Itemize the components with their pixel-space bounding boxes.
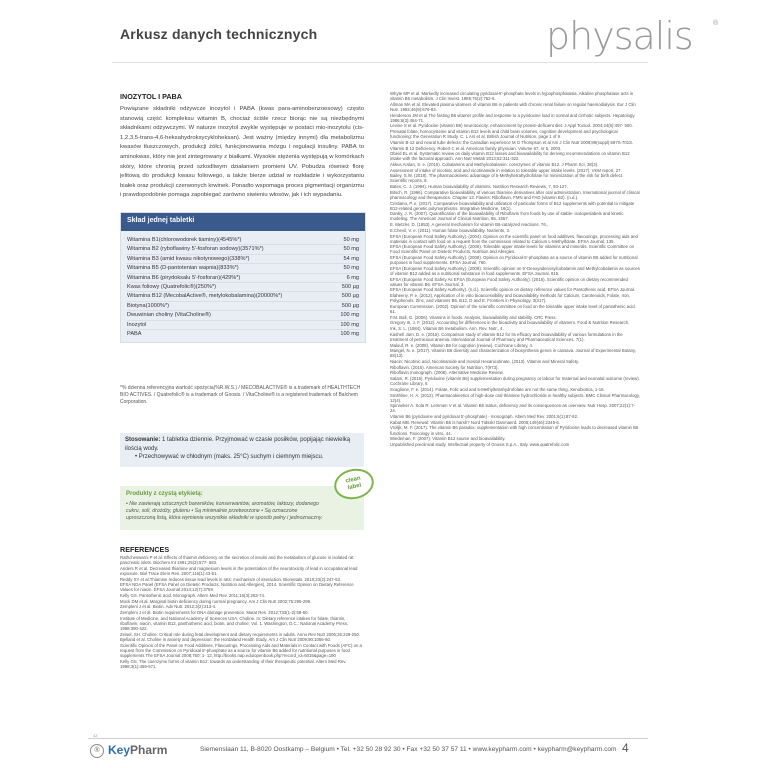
ingredient-amount: 50 mg bbox=[343, 265, 359, 272]
composition-row bbox=[127, 330, 359, 338]
intro-paragraph: Powiązane składniki odżywcze inozytol i PABA (kwas para-aminobenzoesowy) często stanowią część kompleksu witamin B, chociaż ściśle rzecz biorąc nie są niezbędnymi składnikami odżywczymi. W naturze inozytol zwykle występuje w postaci mio-inozytolu (cis-1,2,3,5-trans-4,6-heksahydroksycykloheksan). Jest ważny (między innymi) dla metabolizmu kwasów tłuszczowych, produkcji żółci, funkcjonowania mózgu i regulacji insuliny. PABA to aminokwas, który nie jest zintegrowany z białkami. Wysokie stężenia występują w komórkach skóry, które chronią przed szkodliwym działaniem promieni UV. Pobudza również florę jelitową do produkcji kwasu foliowego, a także bierze udział w rozkładzie i wykorzystaniu białek oraz produkcji czerwonych krwinek. Ponadto wspomaga proces pigmentacji organizmu i prawdopodobnie pomaga zapobiegać zarówno siwieniu włosów, jak i ich wypadaniu. bbox=[120, 106, 364, 199]
reference-item: Bjelland et al. Choline in anxiety and depression: the Hordaland Health Study. Am J Clin Nutr 2009;90:1056-60. bbox=[120, 637, 332, 643]
reference-item: Institute of Medicine, and National Academy of Sciences USA. Choline. In: Dietary reference intakes for folate, thiamin, riboflavin, niacin, vitamin B12, panthothenic acid, biotin, and choline, Vol. 1. Washington, D.C.: National Academy Press, 1998:390-422. bbox=[120, 615, 349, 631]
side-mark: 4Z bbox=[93, 733, 98, 738]
composition-row bbox=[127, 255, 359, 264]
ingredient-name: Biotyna(1000%*) bbox=[127, 302, 169, 309]
reference-item: Niacin: Nicotinic acid, Nicotinamide and Inositol Hexanicotinate. (2013). Vitamin and Mineral Safety. bbox=[390, 359, 579, 364]
ingredient-name: Witamina B1(chlorowodorek tiaminy)(4545%*) bbox=[127, 237, 242, 243]
reference-item: Riboflavin. (2016). American Society for Nutrition, 7(973). bbox=[390, 364, 499, 370]
reference-item: Kabat MB. Renewal: Vitamin B6 is harsh? Nord Tidsskr Danmaerd. 2008;149(46):2345-6. bbox=[390, 419, 560, 425]
reference-item: Akkus Arslan, S. e. (2015). Cobalamins and Methylcobalamin: coenzymes of vitamin B12. J Pharm Sci, 38(3). bbox=[390, 161, 599, 167]
reference-item: EFSA (European Food Safety As EFSA (European Food Safety Authority). (2016). Scientific opinion on dietary recommended values for vitamin B6. EFSA Journal, 3. bbox=[390, 276, 628, 287]
ingredient-amount: 500 µg bbox=[341, 302, 359, 309]
keypharm-logo bbox=[108, 743, 167, 757]
composition-table-body bbox=[121, 231, 365, 342]
ingredient-name: Dwuwinian choliny (VitaCholine®) bbox=[127, 312, 211, 319]
reference-item: EFSA (European Food Safety Authority). (2004). Opinion on the scientific panel on food additives, flavourings, processing aids and materials in contact with food on a request from the commission related to Calcium L-Methylfolate. EFSA Journal, 135. bbox=[390, 233, 638, 244]
reference-item: Scientific Opinion of the Panel on Food Additives, Flavourings, Processing Aids and Materials in Contact with Foods (AFC) on a request from the Commission on Pyridoxal 5'-phosphate as a source for vitamin B6 added for nutritional purposes in food supplements The EFSA Journal 2008;760: 1- 13, http://books.nap.edu/openbook.php?record_id=6015&page=190 bbox=[120, 643, 362, 659]
ingredient-name: Witamina B12 (MecobalActive®, metylokobalamina)(20000%*) bbox=[127, 293, 283, 300]
composition-row bbox=[127, 302, 359, 311]
usage-instructions: 1 tabletka dziennie. Przyjmować w czasie posiłków, popijając niewielką ilością wody. bbox=[125, 437, 351, 452]
reference-item: Vitamin B6 (pyridoxine and pyridoxal 5'-phosphate) - monograph. Altern Med Rev. 2001;6(1):87-92. bbox=[390, 414, 579, 420]
usage-box bbox=[120, 433, 364, 467]
registered-mark: ® bbox=[713, 20, 719, 27]
keypharm-emblem-icon: ® bbox=[90, 744, 104, 758]
page-number: 4 bbox=[622, 741, 629, 755]
ingredient-amount: 50 mg bbox=[343, 246, 359, 253]
ingredient-amount: 100 mg bbox=[340, 312, 359, 319]
reference-item: E.Chevil, V. e. (2011). Human folate bioavailability. Nutrients, 3. bbox=[390, 227, 511, 233]
references-title: REFERENCES bbox=[120, 545, 170, 554]
footer-divider bbox=[88, 738, 648, 739]
reference-item: Elaheeny, P. e. (2012). Application of in vitro bioaccessibility and bioavailability methods for Calcium, Carotenoids, Folate, Iron, Polyphenols, Zinc, and vitamins B6, B12, D and E. Frontiers in Physiology, 3(317). bbox=[390, 293, 631, 304]
reference-item: Kelly GS. Pantothenic acid. Monograph. Altern Med Rev. 2011;16(3):263-74. bbox=[120, 593, 266, 599]
reference-item: Kelly GS. The coenzyme forms of vitamin B12: towards an understanding of their therapeutic potential. Altern Med Rev. 1998;3(1):459-571. bbox=[120, 658, 347, 669]
reference-item: E. Metzler, D. (1953). A general mechanism for vitamin B6-catalyzed reactions. 76., bbox=[390, 222, 549, 228]
reference-item: Assessment of intake of nicotinic acid and nicotinamide in relation to tolerable upper intake levels. (2017). VKM report, 27. bbox=[390, 167, 622, 173]
reference-item: Ink, S. L. (1984). Vitamin B6 metabolism. Ann. Rev. Nutr., 4. bbox=[390, 326, 504, 332]
reference-item: Cristiano, P. e. (2017). Comparative bioavailability and utilization of particular forms of B12 supplements with potential to mitigate B12-related genetic polymorphisms. Integrative Medicine, 16(1). bbox=[390, 200, 635, 211]
reference-item: Reddy SY et al.Thiamine reduces tissue lead levels in rats: mechanism of interaction. Biometals. 2010;23(2):247-53. bbox=[120, 576, 342, 582]
usage-text bbox=[125, 436, 359, 453]
page-title: Arkusz danych technicznych bbox=[120, 26, 318, 42]
reference-item: Vitamin B 12 Deficiency. Robert C et al. American family physician. Volume 67, nr 5, 2003. bbox=[390, 145, 562, 151]
reference-item: Salam, R. (2015). Pyridoxine (vitamin B6) supplementation during pregnancy or labour for maternal and neonatal outcome (review). Cochrane Library, 6. bbox=[390, 376, 640, 387]
ingredient-amount: 6 mg bbox=[346, 274, 359, 281]
storage-text: • Przechowywać w chłodnym (maks. 25°C) suchym i ciemnym miejscu. bbox=[135, 453, 359, 462]
keypharm-logo-pharm: Pharm bbox=[130, 743, 168, 757]
reference-item: Kashefi Jam, D. e. (2015). Comparison study of vitamin B12 for its efficacy and bioavailability of various formulations in the treatment of pernicious anemia. International Journal of Pharmacy and Pharmaceutical Sciences, 7(1). bbox=[390, 331, 623, 342]
reference-item: Smithline, H. A. (2012). Pharmacokinetics of high-dose oral thiamine hydrochloride in healthy subjects. BMC Clinical Pharmacology, 12(4). bbox=[390, 392, 640, 403]
reference-item: Riboflavin monograph. (2008). Alternative Medicine Review. bbox=[390, 370, 504, 376]
reference-item: EFSA (European Food Safety Authority). (2006). Tolerable upper intake levels for vitamins and minerals. Scientific Committee on Food Scientific Panel on Dietetic Products, Nutrition and Allergies. bbox=[390, 244, 635, 255]
reference-item: Zeisel, SH. Choline: Critical role during fetal development and dietary requirements in adults. Annu Rev Nutr 2006;26:229-250. bbox=[120, 631, 361, 637]
reference-item: European Commission. (2002). Opinion of the scientific committee on food on the tolerable upper intake level of pantothenic acid. 61. bbox=[390, 303, 636, 314]
table-footnote: *% dzienna referencyjna wartość spożycia(%R.W.S.) / MECOBALACTIVE® is a trademark of HEALTHTECH BIO ACTIVES. / Quatrefolic® is a trademark of Gnosis. / VitaCholine® is a registered trademark of Balchem Corporation. bbox=[120, 385, 361, 405]
reference-item: Vitamin B-12 and neural tube defects: the Canadian experience M G Thompson et al Am J Clin Nutr 2009;89(suppl):697S-701S. bbox=[390, 139, 634, 145]
ingredient-amount: 100 mg bbox=[340, 321, 359, 328]
composition-row bbox=[127, 283, 359, 292]
reference-item: Scaglione, F. e. (2014). Folate, Folic acid and 5-Methyltetrahydrofolate are not the same thing. Xenobiotica, 1-15. bbox=[390, 386, 605, 392]
ingredient-name: Witamina B2 (ryboflawiny 5'-fosforan sodowy)(3571%*) bbox=[127, 246, 264, 253]
intro-section bbox=[120, 92, 364, 201]
ingredient-amount: 50 mg bbox=[343, 237, 359, 243]
reference-item: Rathcheswarni P et al. Effects of thiamin deficiency on the secretion of insulin and the metabolism of glucose in isolated rat pancreatic islets. Biochem Int 1991;25(3):577- 583. bbox=[120, 555, 354, 566]
reference-item: Wiedeman, F. (2007). Vitamin B12 source and bioavailability. bbox=[390, 436, 506, 442]
badge-bottom-text: label bbox=[347, 482, 362, 492]
reference-item: EFSA (European Food Safety Authority). (2008). Scientific opinion on 5'-Deoxyadenosylcobalamin and Methylcobalamin as sources of vitamin B12 added as a nutritional substance in food supplements. EFSA Journal, 815. bbox=[390, 265, 640, 276]
composition-table-title: Skład jednej tabletki bbox=[121, 213, 365, 231]
section-title: INOZYTOL I PABA bbox=[120, 92, 182, 101]
ingredient-name: Inozytol bbox=[127, 321, 147, 328]
reference-item: Malouf, R. e. (2008). Vitamin B6 for cognition (review). Cochrane Library, 4. bbox=[390, 342, 534, 348]
ingredient-name: Witamina B6 (pirydoksalu 5'-fosforan)(429%*) bbox=[127, 274, 241, 281]
composition-row bbox=[127, 321, 359, 330]
reference-item: Zempleni J et al. Biotin requirements for DNA damage prevention. Mutat Res. 2012;733(1-2):58-60. bbox=[120, 610, 309, 616]
references-left-list bbox=[120, 555, 365, 670]
footer-address: Siemenslaan 11, B-8020 Oostkamp – Belgium • Tel. +32 50 28 92 30 • Fax +32 50 37 57 11 • www.keypharm.com • keypharm@keypharm.com bbox=[200, 746, 617, 753]
reference-item: EFSA NDA Panel (EFSA Panel on Dietetic Products, Nutrition and Allergies), 2014. Scientific Opinion on Dietary Reference Values for niacin. EFSA Journal 2014;12(7):3759. bbox=[120, 582, 354, 593]
composition-row bbox=[127, 311, 359, 320]
composition-table bbox=[120, 212, 366, 343]
reference-item: Allman MA et al. Elevated plasma vitamers of vitamin B6 in patients with chronic renal failure on regular haemodialysis. Eur J Clin Nutr. 1992;46(9):679-83. bbox=[390, 101, 636, 112]
ingredient-name: Kwas foliowy (Quatrefolic®)(250%*) bbox=[127, 283, 216, 290]
keypharm-logo-key: Key bbox=[108, 743, 131, 757]
reference-item: Whyte MP et al. Markedly increased circulating pyridoxal-5'-phosphate levels in hypophosphatasia. Alkaline phosphatase acts in vitamin B6 metabolism. J Clin Invest. 1985;76(2):752-6. bbox=[390, 91, 634, 102]
ingredient-amount: 500 µg bbox=[341, 283, 359, 290]
composition-row bbox=[127, 236, 359, 245]
clean-label-title: Produkty z czystą etykietą: bbox=[126, 491, 203, 497]
reference-item: Prenatal folate, homocysteine and vitamin B12 levels and child brain volumes, cognitive development and psychological functioning: the Generation R Study. C. L Ars et al. British Journal of Nutrition, page 1 of 9. bbox=[390, 129, 618, 140]
reference-item: Mangel, N. e. (2017). Vitamin B6 diversity and characterization of biosynthesis genes in cassava. Journal of Experimental Botany, 68(13). bbox=[390, 348, 637, 359]
ingredient-name: Witamina B3 (amid kwasu nikotynowego)(338%*) bbox=[127, 255, 250, 262]
reference-item: Bailey, S.W. (2018). The pharmacokinetic advantage of 5-Methyltetrahydrofolate for minimization of the risk for birth defect. Scientific reports, 8. bbox=[390, 173, 624, 184]
ingredient-amount: 100 mg bbox=[340, 330, 359, 337]
header-divider bbox=[112, 62, 648, 63]
composition-row bbox=[127, 245, 359, 254]
composition-row bbox=[127, 292, 359, 301]
usage-label: Stosowanie: bbox=[125, 437, 161, 443]
physalis-logo: physalis bbox=[546, 14, 693, 58]
reference-item: Vrolijk, M. F. (2017). The vitamin B6 paradox: supplementation with high concentration of Pyridoxine leads to decreased vitamin B6 functions. Toxicology in vitro, 44. bbox=[390, 425, 639, 436]
ingredient-amount: 54 mg bbox=[343, 255, 359, 262]
references-right-list bbox=[390, 91, 640, 448]
reference-item: F.M. Ball, G. (2006). Vitamins in foods. Analysis, bioavailability and stability. CRC Press. bbox=[390, 314, 557, 320]
reference-item: Bates, C. J. (1994). Human bioavailability of vitamins. Nutrition Research Reviews, 7, 93-127. bbox=[390, 184, 568, 190]
ingredient-name: PABA bbox=[127, 330, 142, 337]
reference-item: Unpublished preclinical study. Intellectual property of Gnosis S.p.A., Italy. www.quatrefolic.com bbox=[390, 441, 570, 447]
badge-top-text: clean bbox=[345, 475, 362, 485]
reference-item: Zempleni J et al. Biotin. Adv Nutr. 2012;3(2):213-4. bbox=[120, 604, 217, 610]
reference-item: Obeid EL et al. Systematic review on daily vitamin B12 losses and bioavailability for deriving recommendations on vitamin B12 intake with the factorial approach. Ann Nutr Metab 2013;62:311-322. bbox=[390, 151, 630, 162]
clean-label-text: • Nie zawierają sztucznych barwników, konserwantów, aromatów, laktozy, dodanego cukru, soli, drożdży, glutenu • Są minimalnie przetworzone • Są oznaczone uproszczoną listą, która wymienia wszystkie składniki w sposób pełny i jednoznaczny. bbox=[126, 501, 323, 521]
reference-item: Anders R et al. Decreased thiamine and magnesium levels in the potentiation of the neurotoxicity of lead in occupational lead exposure. Biol Trace Elem Res. 2007;116(1):43-51. bbox=[120, 565, 358, 576]
ingredient-name: Witamina B5 (D-pantotenian wapnia)(833%*) bbox=[127, 265, 239, 272]
composition-row bbox=[127, 264, 359, 273]
reference-item: Henderson JM et al The fasting B6 vitamer profile and response to a pyridoxine load in normal and cirrhotic subjects. Hepatology. 1986;6(3):464-71. bbox=[390, 112, 636, 123]
ingredient-amount: 500 µg bbox=[341, 293, 359, 300]
reference-item: EFSA (European Food Safety Authority). (n.d.). Scientific opinion on dietary reference values for Pantothenic acid. EFSA Journal. bbox=[390, 287, 636, 293]
reference-item: Gregory III, J. F. (2012). Accounting for differences in the bioactivity and bioavailability of vitamers. Food & Nutrition Research. bbox=[390, 320, 630, 326]
reference-item: Spinneker A. Sola R. Lemmen V et al. Vitamin B6 status, deficiency and its consequences-an overview. Nutr Hosp. 2007;22(1):7-24. bbox=[390, 403, 635, 414]
reference-item: Mock DM et al. Marginal biotin deficiency during normal pregnancy. Am J Clin Nutr 2002;75:295-299. bbox=[120, 598, 312, 604]
reference-item: Bitsch, R. (1996). Comparative bioavailability of various thiamine derivatives after oral administration. International journal of clinical pharmacology and therapeutics. Chapter 13. Flavins: Riboflavin, FMN and FAD (vitamin B2). (n.d.). bbox=[390, 189, 640, 200]
reference-item: Levine S et al. Pyridoxine (vitamin B6) neurotoxicity: enhancement by protein-deficient diet. J Appl Toxicol. 2004;24(6):497- 500. bbox=[390, 123, 633, 129]
clean-label-box bbox=[120, 486, 364, 530]
composition-row bbox=[127, 274, 359, 283]
reference-item: Danby, J. R. (2007). Quantification of the bioavailability of Riboflavin from foods by use of stable- isotopeslabels and kinetic modeling. The American Journal of Clinical Nutrition, 85, 1557. bbox=[390, 211, 624, 222]
reference-item: EFSA (European Food Safety Authority). (2008). Opinion on Pyridoxal-5'-phosphate as a source of vitamin B6 added for nutritional purposes in food supplements. EFSA Journal, 760. bbox=[390, 255, 638, 266]
